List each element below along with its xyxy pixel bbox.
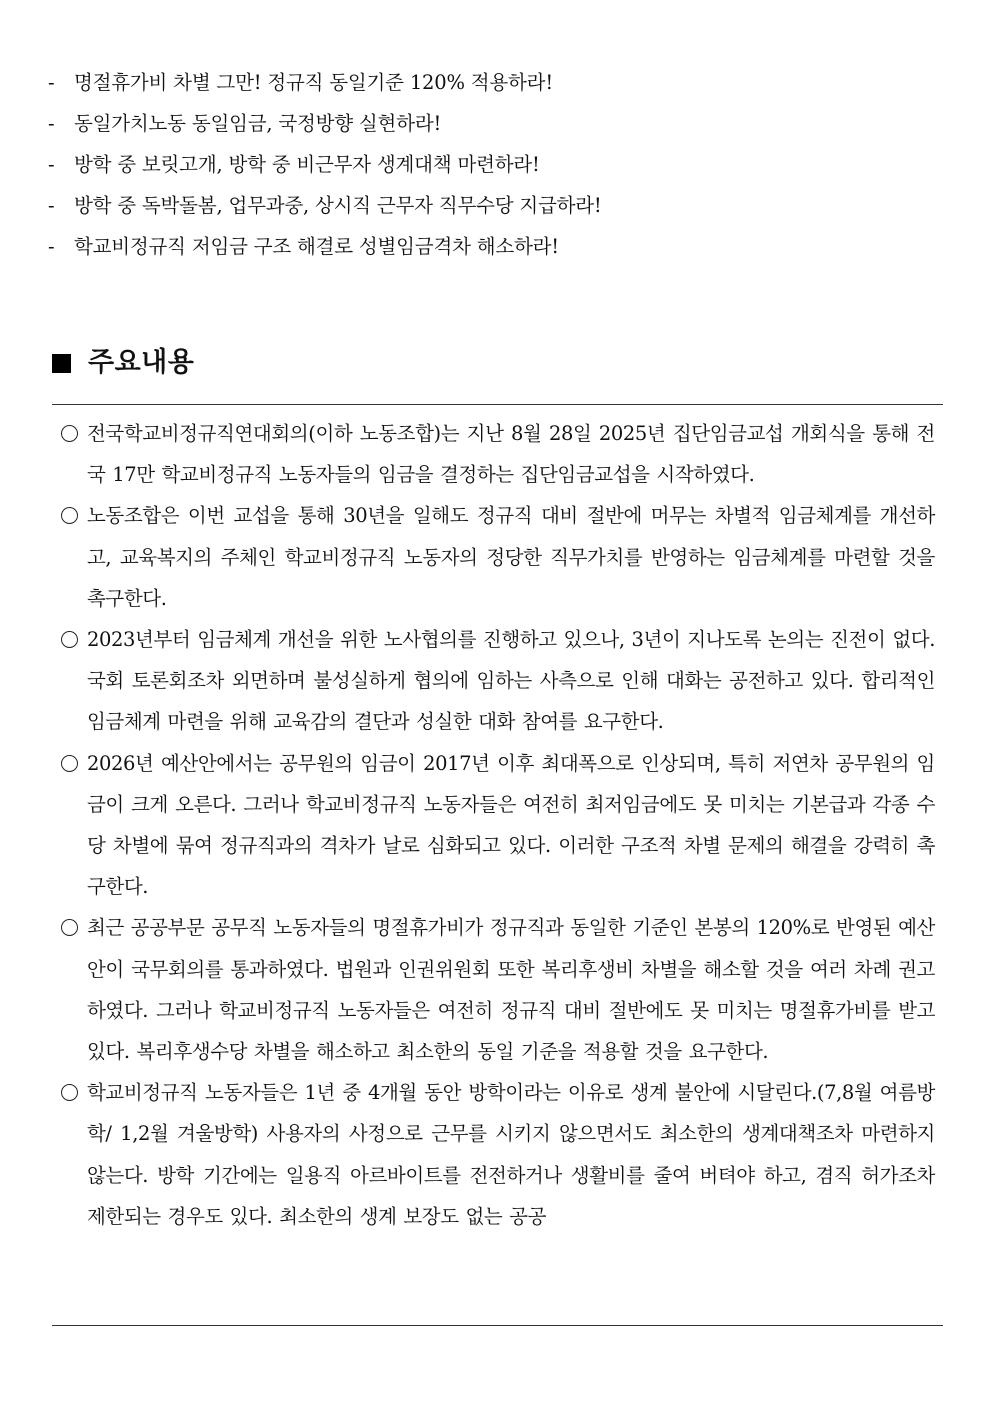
section-heading — [52, 343, 194, 383]
content-paragraph — [61, 907, 935, 1072]
filled-square-icon — [52, 354, 71, 373]
demand-item — [48, 103, 948, 144]
circle-bullet-icon — [61, 919, 78, 936]
paragraph-text: 노동조합은 이번 교섭을 통해 30년을 일해도 정규직 대비 절반에 머무는 차별적 임금체계를 개선하고, 교육복지의 주체인 학교비정규직 노동자의 정당한 직무가치를 반영하는 임금체계를 마련할 것을 촉구한다. — [87, 504, 935, 610]
demand-text: 방학 중 보릿고개, 방학 중 비근무자 생계대책 마련하라! — [74, 153, 540, 176]
demand-item — [48, 226, 948, 267]
content-paragraph — [61, 1072, 935, 1237]
content-paragraph — [61, 413, 935, 495]
demand-text: 명절휴가비 차별 그만! 정규직 동일기준 120% 적용하라! — [74, 71, 553, 94]
paragraph-text: 학교비정규직 노동자들은 1년 중 4개월 동안 방학이라는 이유로 생계 불안에 시달린다.(7,8월 여름방학/ 1,2월 겨울방학) 사용자의 사정으로 근무를 시키지 않으면서도 최소한의 생계대책조차 마련하지 않는다. 방학 기간에는 일용직 아르바이트를 전전하거나 생활비를 줄여 버텨야 하고, 겸직 허가조차 제한되는 경우도 있다. 최소한의 생계 보장도 없는 공공 — [87, 1081, 935, 1228]
paragraph-text: 2023년부터 임금체계 개선을 위한 노사협의를 진행하고 있으나, 3년이 지나도록 논의는 진전이 없다. 국회 토론회조차 외면하며 불성실하게 협의에 임하는 사측으로 인해 대화는 공전하고 있다. 합리적인 임금체계 마련을 위해 교육감의 결단과 성실한 대화 참여를 요구한다. — [87, 628, 936, 734]
circle-bullet-icon — [61, 425, 78, 442]
demand-item — [48, 144, 948, 185]
dash-bullet: - — [48, 71, 55, 94]
dash-bullet: - — [48, 194, 55, 217]
content-paragraph — [61, 619, 935, 743]
dash-bullet: - — [48, 112, 55, 135]
demand-item — [48, 185, 948, 226]
demands-list — [48, 62, 948, 267]
dash-bullet: - — [48, 153, 55, 176]
content-paragraph — [61, 495, 935, 619]
demand-text: 방학 중 독박돌봄, 업무과중, 상시직 근무자 직무수당 지급하라! — [74, 194, 602, 217]
main-content-box — [52, 404, 943, 1326]
demand-item — [48, 62, 948, 103]
circle-bullet-icon — [61, 1084, 78, 1101]
paragraph-text: 2026년 예산안에서는 공무원의 임금이 2017년 이후 최대폭으로 인상되며, 특히 저연차 공무원의 임금이 크게 오른다. 그러나 학교비정규직 노동자들은 여전히 최저임금에도 못 미치는 기본급과 각종 수당 차별에 묶여 정규직과의 격차가 날로 심화되고 있다. 이러한 구조적 차별 문제의 해결을 강력히 촉구한다. — [87, 751, 935, 899]
paragraph-text: 전국학교비정규직연대회의(이하 노동조합)는 지난 8월 28일 2025년 집단임금교섭 개회식을 통해 전국 17만 학교비정규직 노동자들의 임금을 결정하는 집단임금교섭을 시작하였다. — [87, 422, 935, 487]
circle-bullet-icon — [61, 507, 78, 524]
circle-bullet-icon — [61, 631, 78, 648]
paragraph-text: 최근 공공부문 공무직 노동자들의 명절휴가비가 정규직과 동일한 기준인 본봉의 120%로 반영된 예산안이 국무회의를 통과하였다. 법원과 인권위원회 또한 복리후생비 차별을 해소할 것을 여러 차례 권고하였다. 그러나 학교비정규직 노동자들은 여전히 정규직 대비 절반에도 못 미치는 명절휴가비를 받고 있다. 복리후생수당 차별을 해소하고 최소한의 동일 기준을 적용할 것을 요구한다. — [87, 916, 936, 1064]
dash-bullet: - — [48, 235, 55, 258]
section-title: 주요내용 — [88, 347, 195, 378]
content-paragraph — [61, 743, 935, 908]
circle-bullet-icon — [61, 755, 78, 772]
demand-text: 학교비정규직 저임금 구조 해결로 성별임금격차 해소하라! — [74, 235, 559, 258]
demand-text: 동일가치노동 동일임금, 국정방향 실현하라! — [74, 112, 442, 135]
